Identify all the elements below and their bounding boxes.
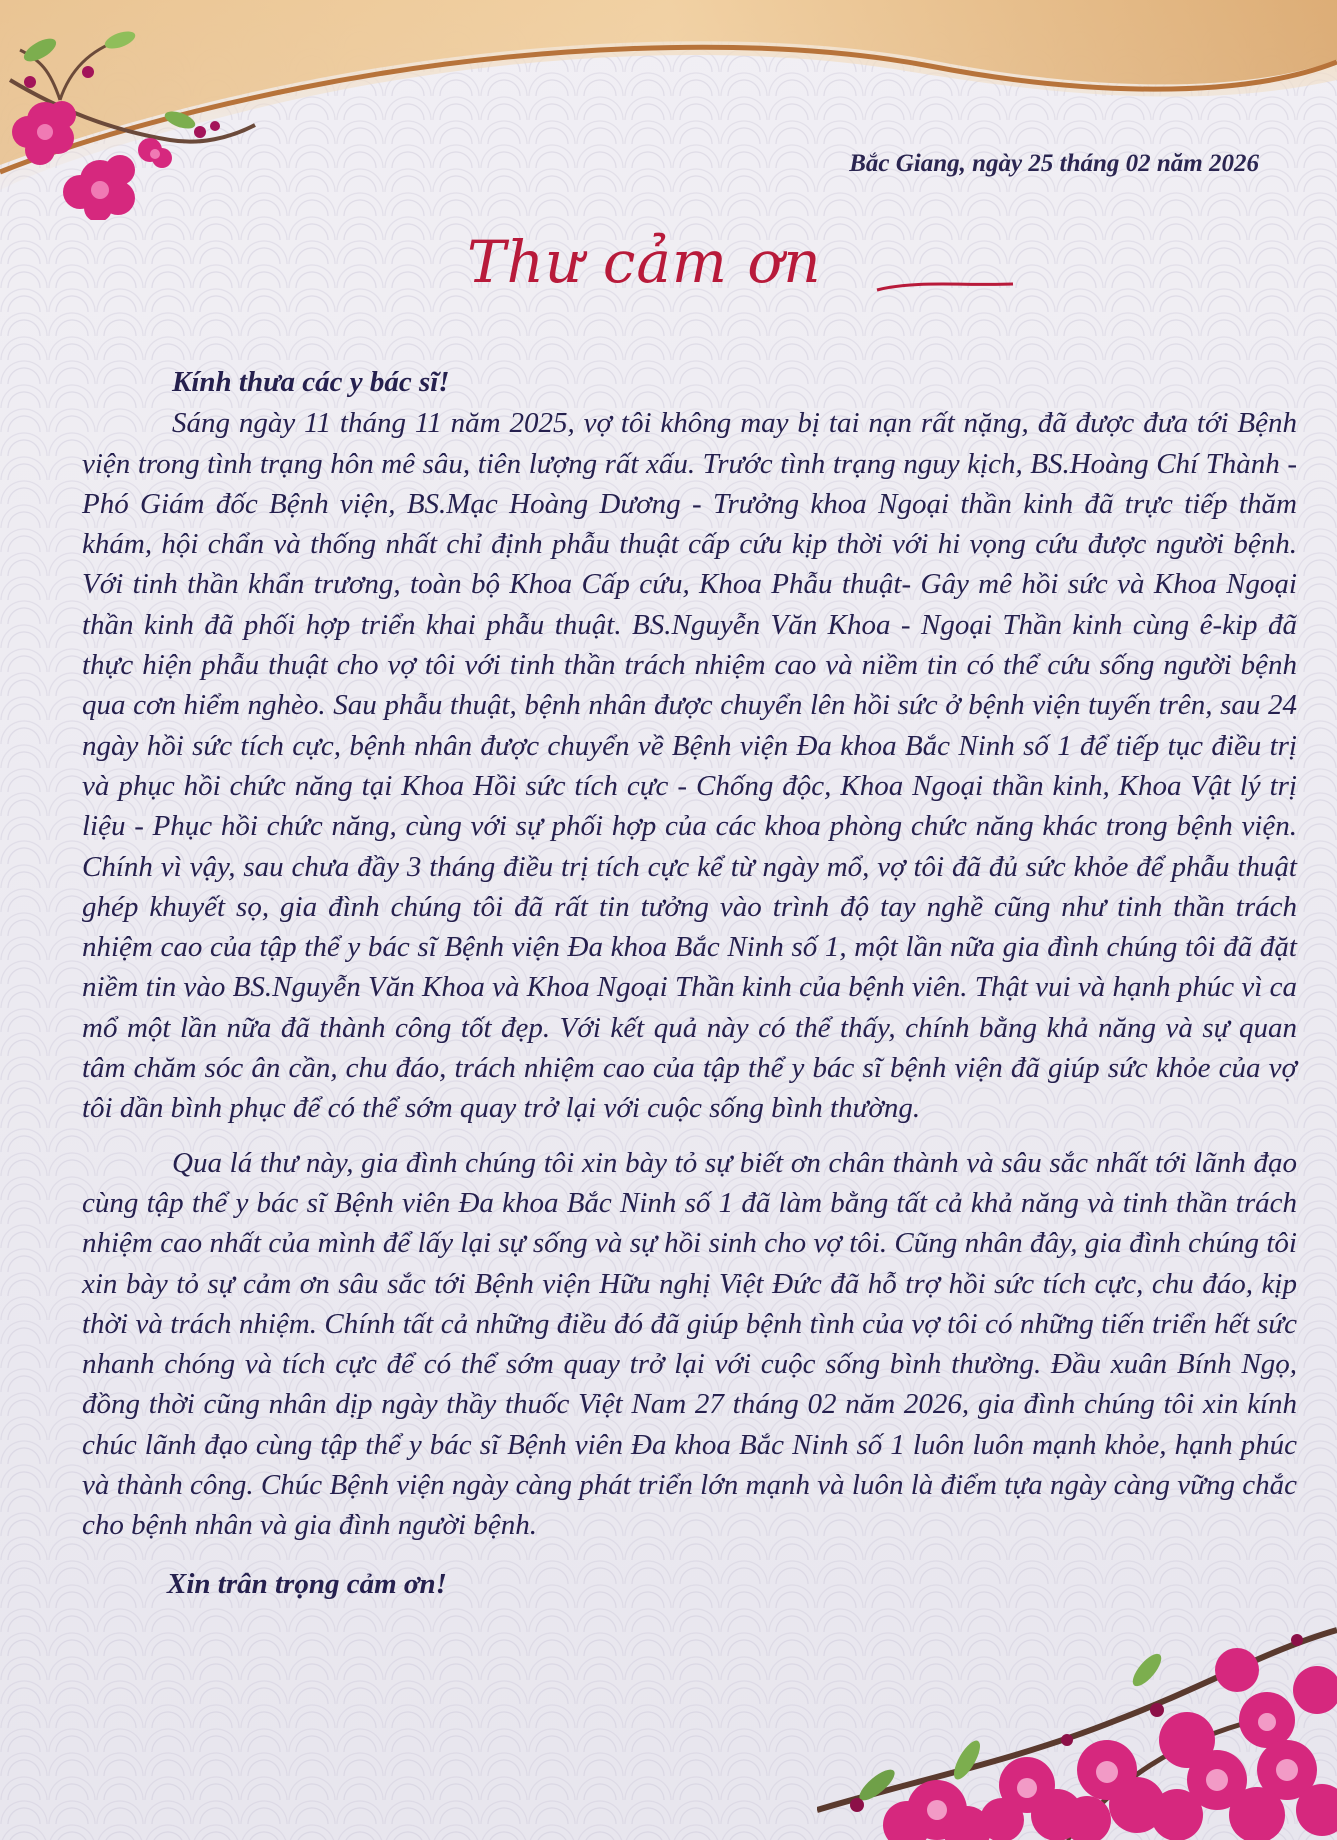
title-swash-decoration xyxy=(875,276,1015,296)
letter-salutation: Kính thưa các y bác sĩ! xyxy=(172,366,450,398)
letter-title: Thư cảm ơn xyxy=(467,228,822,296)
letter-closing: Xin trân trọng cảm ơn! xyxy=(167,1567,447,1600)
letter-body xyxy=(82,362,1297,1604)
peach-blossom-illustration xyxy=(0,20,260,220)
letter-paragraph-1: Sáng ngày 11 tháng 11 năm 2025, vợ tôi không may bị tai nạn rất nặng, đã được đưa tới Bệnh viện trong tình trạng hôn mê sâu, tiên lượng rất xấu. Trước tình trạng nguy kịch, BS.Hoàng Chí Thành - Phó Giám đốc Bệnh viện, BS.Mạc Hoàng Dương - Trưởng khoa Ngoại thần kinh đã trực tiếp thăm khám, hội chẩn và thống nhất chỉ định phẫu thuật cấp cứu kịp thời với hi vọng cứu được người bệnh. Với tinh thần khẩn trương, toàn bộ Khoa Cấp cứu, Khoa Phẫu thuật- Gây mê hồi sức và Khoa Ngoại thần kinh đã phối hợp triển khai phẫu thuật. BS.Nguyễn Văn Khoa - Ngoại Thần kinh cùng ê-kip đã thực hiện phẫu thuật cho vợ tôi với tinh thần trách nhiệm cao và niềm tin có thể cứu sống người bệnh qua cơn hiểm nghèo. Sau phẫu thuật, bệnh nhân được chuyển lên hồi sức ở bệnh viện tuyến trên, sau 24 ngày hồi sức tích cực, bệnh nhân được chuyển về Bệnh viện Đa khoa Bắc Ninh số 1 để tiếp tục điều trị và phục hồi chức năng tại Khoa Hồi sức tích cực - Chống độc, Khoa Ngoại thần kinh, Khoa Vật lý trị liệu - Phục hồi chức năng, cùng với sự phối hợp của các khoa phòng chức năng khác trong bệnh viện. Chính vì vậy, sau chưa đầy 3 tháng điều trị tích cực kể từ ngày mổ, vợ tôi đã đủ sức khỏe để phẫu thuật ghép khuyết sọ, gia đình chúng tôi đã rất tin tưởng vào trình độ tay nghề cũng như tinh thần trách nhiệm cao của tập thể y bác sĩ Bệnh viện Đa khoa Bắc Ninh số 1, một lần nữa gia đình chúng tôi đã đặt niềm tin vào BS.Nguyễn Văn Khoa và Khoa Ngoại Thần kinh của bệnh viên. Thật vui và hạnh phúc vì ca mổ một lần nữa đã thành công tốt đẹp. Với kết quả này có thể thấy, chính bằng khả năng và sự quan tâm chăm sóc ân cần, chu đáo, trách nhiệm cao của tập thể y bác sĩ bệnh viện đã giúp sức khỏe của vợ tôi dần bình phục để có thể sớm quay trở lại với cuộc sống bình thường. xyxy=(82,407,1297,1125)
peach-blossom-illustration-bottom xyxy=(817,1610,1337,1840)
letter-paragraph-2: Qua lá thư này, gia đình chúng tôi xin bày tỏ sự biết ơn chân thành và sâu sắc nhất tới lãnh đạo cùng tập thể y bác sĩ Bệnh viên Đa khoa Bắc Ninh số 1 đã làm bằng tất cả khả năng và tinh thần trách nhiệm cao nhất của mình để lấy lại sự sống và sự hồi sinh cho vợ tôi. Cũng nhân đây, gia đình chúng tôi xin bày tỏ sự cảm ơn sâu sắc tới Bệnh viện Hữu nghị Việt Đức đã hỗ trợ hồi sức tích cực, chu đáo, kịp thời và trách nhiệm. Chính tất cả những điều đó đã giúp bệnh tình của vợ tôi có những tiến triển hết sức nhanh chóng và tích cực để có thể sớm quay trở lại với cuộc sống bình thường. Đầu xuân Bính Ngọ, đồng thời cũng nhân dịp ngày thầy thuốc Việt Nam 27 tháng 02 năm 2026, gia đình chúng tôi xin kính chúc lãnh đạo cùng tập thể y bác sĩ Bệnh viên Đa khoa Bắc Ninh số 1 luôn luôn mạnh khỏe, hạnh phúc và thành công. Chúc Bệnh viện ngày càng phát triển lớn mạnh và luôn là điểm tựa ngày càng vững chắc cho bệnh nhân và gia đình người bệnh. xyxy=(82,1146,1297,1542)
letter-title-block xyxy=(455,220,1015,320)
letter-date: Bắc Giang, ngày 25 tháng 02 năm 2026 xyxy=(849,150,1259,177)
